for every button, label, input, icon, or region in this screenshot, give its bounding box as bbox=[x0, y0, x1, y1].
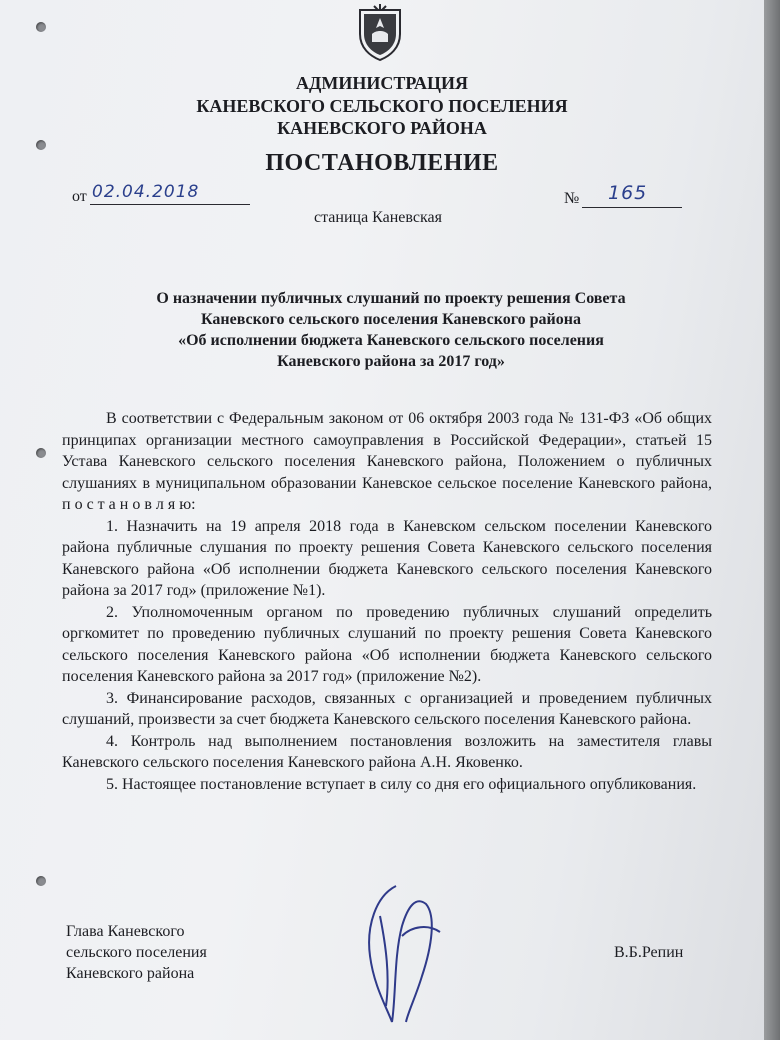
signatory-title: Каневского района bbox=[66, 965, 195, 982]
date-prefix: от bbox=[72, 188, 87, 205]
item-paragraph: 3. Финансирование расходов, связанных с организацией и проведением публичных слушаний, произвести за счет бюджета Каневского сельского поселения Каневского района. bbox=[62, 689, 712, 728]
subject-line: «Об исполнении бюджета Каневского сельского поселения bbox=[178, 332, 604, 349]
background-edge bbox=[764, 0, 780, 1040]
item-paragraph: 1. Назначить на 19 апреля 2018 года в Каневском сельском поселении Каневского района публичные слушания по проекту решения Совета Каневского сельского поселения Каневского района «Об исполнении бюджета Каневского сельского поселения Каневского района за 2017 год» (приложение №1). bbox=[62, 517, 712, 599]
place-name: станица Каневская bbox=[314, 209, 442, 226]
subject-line: О назначении публичных слушаний по проекту решения Совета bbox=[156, 290, 626, 307]
item-paragraph: 5. Настоящее постановление вступает в силу со дня его официального опубликования. bbox=[106, 775, 697, 793]
header-line-administration: АДМИНИСТРАЦИЯ bbox=[295, 73, 469, 93]
number-handwritten: 165 bbox=[608, 182, 648, 204]
document-body bbox=[62, 408, 712, 795]
document-subject bbox=[80, 288, 702, 372]
subject-line: Каневского района за 2017 год» bbox=[277, 353, 505, 370]
subject-line: Каневского сельского поселения Каневского района bbox=[201, 311, 581, 328]
punch-hole bbox=[36, 876, 46, 886]
coat-of-arms-emblem bbox=[354, 4, 406, 62]
item-paragraph: 4. Контроль над выполнением постановления возложить на заместителя главы Каневского сельского поселения Каневского района А.Н. Яковенко. bbox=[62, 732, 712, 771]
number-underline bbox=[582, 207, 682, 208]
punch-hole bbox=[36, 22, 46, 32]
signatory-title: Глава Каневского bbox=[66, 923, 185, 940]
punch-hole bbox=[36, 448, 46, 458]
date-underline bbox=[90, 204, 250, 205]
date-handwritten: 02.04.2018 bbox=[92, 182, 200, 202]
signatory-title: сельского поселения bbox=[66, 944, 207, 961]
number-prefix: № bbox=[564, 190, 580, 207]
intro-paragraph: В соответствии с Федеральным законом от 06 октября 2003 года № 131-ФЗ «Об общих принципах организации местного самоуправления в Российской Федерации», статьей 15 Устава Каневского сельского поселения Каневского района, Положением о публичных слушаниях в муниципальном образовании Каневское сельское поселение Каневского района, п о с т а н о в л я ю: bbox=[62, 410, 712, 513]
document-type-title: ПОСТАНОВЛЕНИЕ bbox=[265, 150, 499, 176]
handwritten-signature bbox=[356, 876, 456, 1026]
header-line-district: КАНЕВСКОГО РАЙОНА bbox=[277, 118, 487, 138]
item-paragraph: 2. Уполномоченным органом по проведению публичных слушаний определить оргкомитет по проведению публичных слушаний по проекту решения Совета Каневского сельского поселения Каневского района «Об исполнении бюджета Каневского сельского поселения Каневского района за 2017 год» (приложение №2). bbox=[62, 603, 712, 685]
header-line-settlement: КАНЕВСКОГО СЕЛЬСКОГО ПОСЕЛЕНИЯ bbox=[196, 96, 568, 116]
signatory-name: В.Б.Репин bbox=[614, 944, 684, 961]
punch-hole bbox=[36, 140, 46, 150]
